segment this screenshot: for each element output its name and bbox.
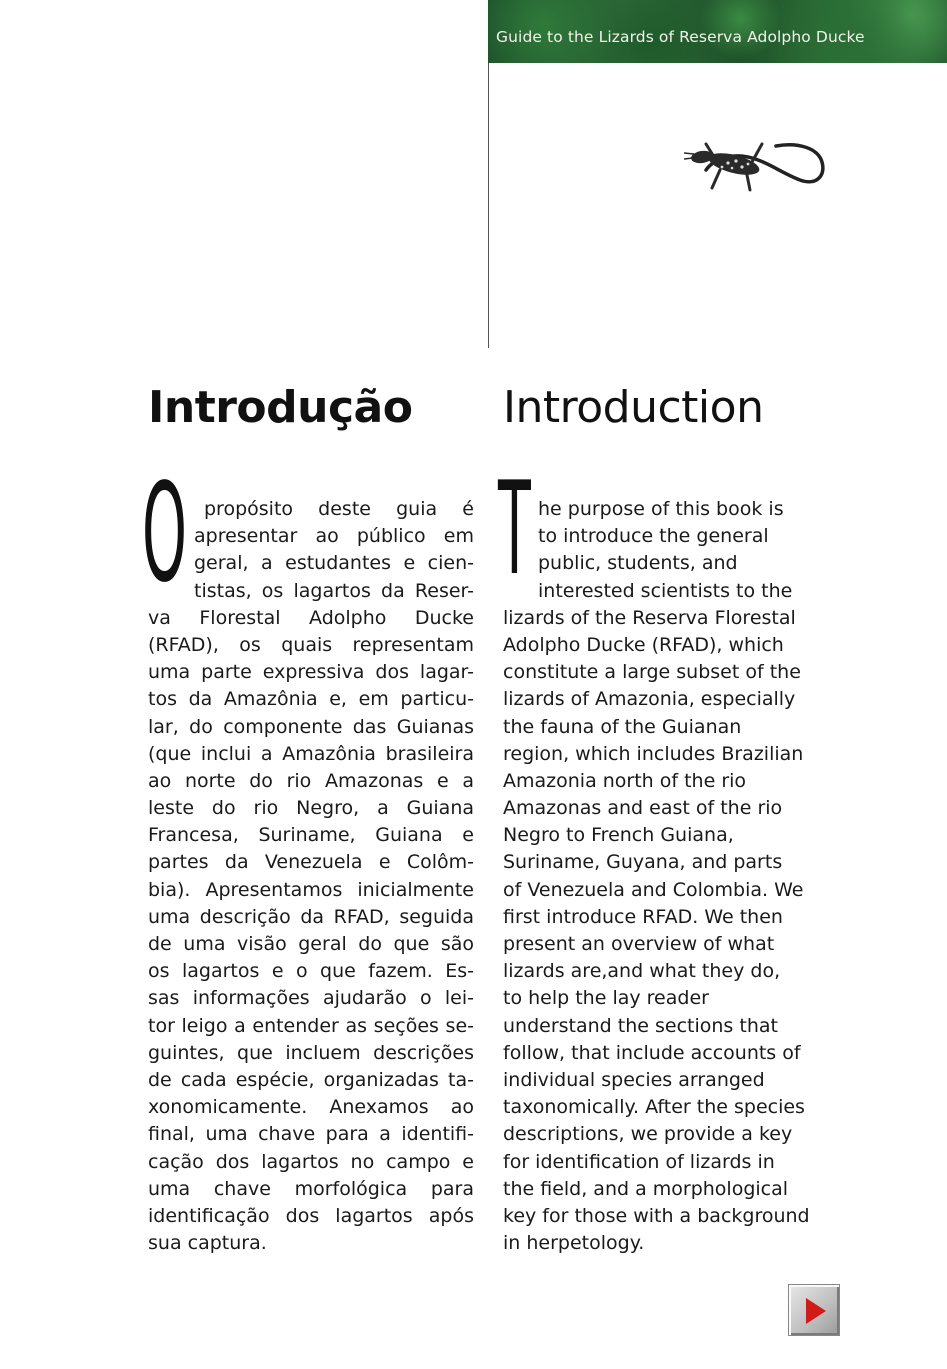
text-line: uma chave morfológica para: [148, 1177, 474, 1200]
text-line: of Venezuela and Colombia. We: [503, 878, 804, 901]
play-arrow-icon: [806, 1298, 826, 1324]
text-line: geral, a estudantes e cien-: [194, 552, 474, 575]
text-line: Francesa, Suriname, Guiana e: [148, 824, 474, 847]
text-line: Amazonia north of the rio: [503, 769, 747, 792]
text-line: present an overview of what: [503, 933, 775, 955]
text-line: propósito deste guia é: [204, 498, 474, 520]
text-line: apresentar ao público em: [194, 525, 474, 548]
header-banner: [488, 0, 947, 63]
text-line: first introduce RFAD. We then: [503, 905, 783, 928]
text-line: uma descrição da RFAD, seguida: [148, 905, 474, 928]
text-line: Adolpho Ducke (RFAD), which: [503, 633, 784, 656]
text-line: lizards of the Reserva Florestal: [503, 606, 796, 629]
text-line: leste do rio Negro, a Guiana: [148, 797, 474, 820]
text-line: individual species arranged: [503, 1068, 765, 1091]
text-line: interested scientists to the: [538, 579, 793, 602]
text-line: tor leigo a entender as seções se-: [148, 1014, 474, 1037]
text-line: for identification of lizards in: [503, 1150, 775, 1173]
text-line: Suriname, Guyana, and parts: [503, 851, 783, 874]
heading-english: Introduction: [503, 382, 764, 433]
text-line: (que inclui a Amazônia brasileira: [148, 742, 474, 765]
text-line: sas informações ajudarão o lei-: [148, 987, 474, 1010]
text-line: the field, and a morphological: [503, 1177, 789, 1200]
text-line: lizards are,and what they do,: [503, 960, 781, 983]
text-line: descriptions, we provide a key: [503, 1123, 793, 1146]
text-line: de uma visão geral do que são: [148, 933, 474, 955]
dropcap-english: T: [498, 455, 531, 604]
text-line: lizards of Amazonia, especially: [503, 688, 796, 711]
body-text-english: [503, 496, 825, 1257]
text-line: sua captura.: [148, 1232, 267, 1255]
text-line: final, uma chave para a identifi-: [148, 1123, 474, 1146]
text-line: key for those with a background: [503, 1204, 810, 1227]
text-line: constitute a large subset of the: [503, 661, 801, 684]
next-page-button[interactable]: [788, 1284, 840, 1336]
text-line: partes da Venezuela e Colôm-: [148, 851, 474, 874]
text-line: va Florestal Adolpho Ducke: [148, 606, 474, 629]
text-line: Negro to French Guiana,: [503, 824, 734, 847]
banner-title: Guide to the Lizards of Reserva Adolpho Ducke: [496, 28, 865, 46]
text-line: ao norte do rio Amazonas e a: [148, 769, 474, 792]
text-line: he purpose of this book is: [538, 498, 784, 520]
text-line: Amazonas and east of the rio: [503, 797, 783, 820]
dropcap-portuguese: O: [142, 455, 187, 613]
text-line: the fauna of the Guianan: [503, 715, 742, 738]
text-line: taxonomically. After the species: [503, 1096, 805, 1119]
text-line: region, which includes Brazilian: [503, 742, 804, 765]
column-divider: [488, 63, 489, 348]
text-line: understand the sections that: [503, 1014, 778, 1037]
text-line: uma parte expressiva dos lagar-: [148, 661, 474, 684]
text-line: public, students, and: [538, 552, 738, 575]
text-line: to introduce the general: [538, 525, 769, 548]
text-line: to help the lay reader: [503, 987, 709, 1010]
body-text-portuguese: [148, 496, 474, 1257]
text-line: guintes, que incluem descrições: [148, 1041, 474, 1064]
text-line: os lagartos e o que fazem. Es-: [148, 960, 474, 983]
lizard-illustration: [676, 130, 826, 205]
text-line: de cada espécie, organizadas ta-: [148, 1068, 474, 1091]
text-line: identificação dos lagartos após: [148, 1204, 474, 1227]
heading-portuguese: Introdução: [148, 382, 413, 433]
text-line: cação dos lagartos no campo e: [148, 1150, 474, 1173]
text-line: tos da Amazônia e, em particu-: [148, 688, 474, 711]
text-line: (RFAD), os quais representam: [148, 633, 474, 656]
text-line: tistas, os lagartos da Reser-: [194, 579, 474, 602]
text-line: xonomicamente. Anexamos ao: [148, 1096, 474, 1119]
text-line: lar, do componente das Guianas: [148, 715, 474, 738]
text-line: bia). Apresentamos inicialmente: [148, 878, 474, 901]
text-line: in herpetology.: [503, 1232, 645, 1255]
text-line: follow, that include accounts of: [503, 1041, 801, 1064]
